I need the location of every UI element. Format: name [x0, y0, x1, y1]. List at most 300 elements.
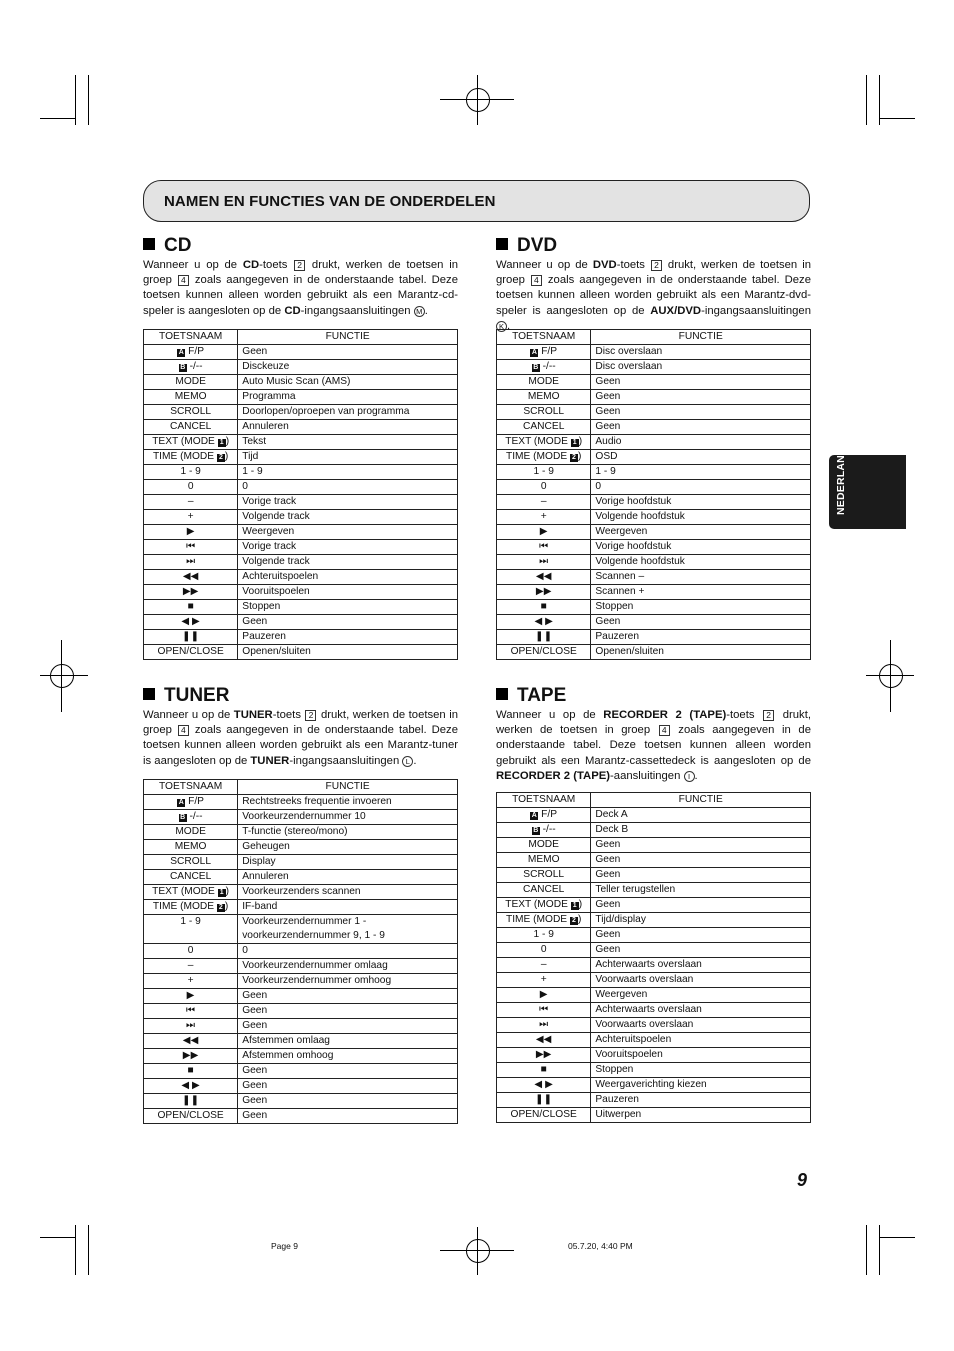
- function-text: Achterwaarts overslaan: [595, 959, 702, 970]
- table-header-row: [144, 780, 458, 795]
- function-text: Geen: [242, 616, 268, 627]
- table-row: [497, 570, 811, 585]
- callout-number: 2: [294, 260, 305, 271]
- function-cell: [591, 868, 811, 883]
- table-row: [144, 585, 458, 600]
- key-name-suffix: ): [578, 436, 583, 447]
- key-name: MODE: [528, 839, 559, 850]
- key-name-cell: [144, 390, 238, 405]
- function-cell: [238, 405, 458, 420]
- table-row: [144, 450, 458, 465]
- function-cell: [238, 375, 458, 390]
- key-name-cell: [144, 974, 238, 989]
- key-name-cell: [497, 345, 591, 360]
- language-tab: [829, 440, 906, 529]
- key-name: 0: [187, 481, 194, 492]
- function-cell: [591, 360, 811, 375]
- column-header-function: FUNCTIE: [591, 793, 811, 808]
- callout-number: 4: [659, 725, 670, 736]
- key-name-cell: [497, 540, 591, 555]
- key-name-cell: [144, 900, 238, 915]
- key-name: -/--: [542, 361, 556, 372]
- table-row: [144, 870, 458, 885]
- key-name: ▶: [539, 526, 548, 537]
- source-button-name: TUNER: [233, 709, 273, 721]
- function-text: Scannen –: [595, 571, 645, 582]
- function-text: Vorige hoofdstuk: [595, 496, 672, 507]
- input-jack-name: AUX/DVD: [650, 304, 702, 317]
- key-name-cell: [497, 958, 591, 973]
- key-name: -/--: [542, 824, 556, 835]
- key-name: TIME (MODE: [152, 451, 215, 462]
- key-name: CANCEL: [523, 884, 565, 895]
- table-row: [497, 1063, 811, 1078]
- key-name-cell: [144, 989, 238, 1004]
- function-cell: [238, 465, 458, 480]
- key-name-cell: [497, 585, 591, 600]
- function-text: Geen: [595, 376, 621, 387]
- table-row: [144, 375, 458, 390]
- function-cell: [238, 495, 458, 510]
- function-text: Vooruitspoelen: [595, 1049, 663, 1060]
- table-row: [497, 928, 811, 943]
- cd-section-title: CD: [143, 235, 191, 257]
- function-cell: [591, 1078, 811, 1093]
- key-name-cell: [144, 959, 238, 974]
- function-cell: [238, 570, 458, 585]
- function-text: Weergeven: [595, 989, 648, 1000]
- table-row: [497, 898, 811, 913]
- function-cell: [591, 540, 811, 555]
- function-text: Vorige track: [242, 541, 297, 552]
- function-cell: [238, 525, 458, 540]
- key-name: F/P: [188, 796, 204, 807]
- key-name-cell: [144, 645, 238, 660]
- function-text: Geen: [595, 616, 621, 627]
- table-row: [497, 420, 811, 435]
- function-text: Pauzeren: [242, 631, 286, 642]
- key-name: ⏭: [186, 1020, 196, 1031]
- key-name-suffix: ): [225, 886, 230, 897]
- key-name-suffix: ): [224, 451, 229, 462]
- table-row: [144, 959, 458, 974]
- function-cell: [238, 360, 458, 375]
- function-cell: [591, 988, 811, 1003]
- function-cell: [591, 645, 811, 660]
- function-text: Openen/sluiten: [242, 646, 311, 657]
- table-row: [497, 450, 811, 465]
- function-cell: [591, 615, 811, 630]
- key-name-cell: [497, 1108, 591, 1123]
- key-name-cell: [144, 855, 238, 870]
- jack-reference-letter: L: [402, 756, 413, 767]
- key-name-cell: [497, 868, 591, 883]
- key-group-icon: B: [533, 827, 539, 834]
- table-row: [497, 630, 811, 645]
- function-text: Auto Music Scan (AMS): [242, 376, 351, 387]
- table-row: [497, 465, 811, 480]
- table-row: [497, 480, 811, 495]
- table-row: [497, 1033, 811, 1048]
- function-text: Geen: [595, 839, 621, 850]
- function-cell: [238, 450, 458, 465]
- table-row: [497, 585, 811, 600]
- key-name-cell: [144, 435, 238, 450]
- table-row: [144, 615, 458, 630]
- function-text: Voorwaarts overslaan: [595, 974, 694, 985]
- function-text: Vorige hoofdstuk: [595, 541, 672, 552]
- input-jack-name: TUNER: [250, 754, 290, 767]
- cd-function-table: [143, 329, 458, 660]
- key-name-cell: [497, 525, 591, 540]
- column-header-key: TOETSNAAM: [497, 330, 591, 345]
- mode-number-icon: 2: [217, 454, 225, 462]
- function-cell: [238, 1109, 458, 1124]
- key-name-cell: [497, 1033, 591, 1048]
- function-cell: [591, 405, 811, 420]
- key-name-cell: [497, 1003, 591, 1018]
- table-row: [144, 600, 458, 615]
- key-name-cell: [144, 585, 238, 600]
- table-header-row: [497, 330, 811, 345]
- key-name: MEMO: [174, 841, 207, 852]
- function-cell: [591, 1018, 811, 1033]
- function-text: Voorkeurzendernummer 1 -: [242, 916, 367, 927]
- function-cell: [591, 435, 811, 450]
- function-cell: [591, 480, 811, 495]
- key-name-cell: [144, 825, 238, 840]
- table-row: [497, 555, 811, 570]
- key-name: ❚❚: [182, 1095, 200, 1106]
- function-cell: [238, 630, 458, 645]
- function-cell: [238, 885, 458, 900]
- key-group-icon: A: [178, 799, 184, 806]
- key-name: 1 - 9: [533, 929, 554, 940]
- table-row: [497, 988, 811, 1003]
- key-name: ▶: [539, 989, 548, 1000]
- key-name: ◀ ▶: [534, 1079, 553, 1090]
- function-cell: [238, 420, 458, 435]
- table-row: [144, 944, 458, 959]
- function-text: Geen: [242, 1095, 268, 1106]
- key-name-cell: [144, 840, 238, 855]
- tape-section-title: TAPE: [496, 685, 566, 707]
- function-cell: [238, 915, 458, 944]
- key-name-cell: [144, 480, 238, 495]
- function-cell: [238, 1064, 458, 1079]
- mode-number-icon: 1: [218, 889, 226, 897]
- function-cell: [238, 1004, 458, 1019]
- key-group-icon: B: [180, 814, 186, 821]
- input-jack-name: RECORDER 2 (TAPE): [496, 769, 611, 782]
- function-text: Annuleren: [242, 871, 289, 882]
- table-row: [497, 1108, 811, 1123]
- function-cell: [238, 585, 458, 600]
- key-name: ⏮: [539, 541, 549, 552]
- key-name-cell: [497, 1063, 591, 1078]
- table-row: [497, 973, 811, 988]
- key-name: ◀◀: [535, 1034, 552, 1045]
- key-name: CANCEL: [523, 421, 565, 432]
- function-text: Weergeven: [595, 526, 648, 537]
- function-text: Achterwaarts overslaan: [595, 1004, 702, 1015]
- key-name-cell: [497, 1048, 591, 1063]
- table-row: [144, 989, 458, 1004]
- table-row: [497, 868, 811, 883]
- function-text: Rechtstreeks frequentie invoeren: [242, 796, 392, 807]
- callout-number: 2: [763, 710, 774, 721]
- table-row: [144, 645, 458, 660]
- key-name: SCROLL: [523, 869, 565, 880]
- table-row: [497, 345, 811, 360]
- function-cell: [238, 615, 458, 630]
- key-name-cell: [144, 885, 238, 900]
- table-row: [144, 465, 458, 480]
- function-text: Pauzeren: [595, 1094, 639, 1105]
- key-name-cell: [144, 1049, 238, 1064]
- function-cell: [238, 959, 458, 974]
- table-row: [497, 1078, 811, 1093]
- key-name-cell: [144, 915, 238, 944]
- function-cell: [238, 989, 458, 1004]
- function-cell: [591, 375, 811, 390]
- key-name: MEMO: [527, 391, 560, 402]
- function-cell: [591, 555, 811, 570]
- key-group-icon: A: [531, 349, 537, 356]
- function-cell: [238, 1079, 458, 1094]
- table-row: [497, 838, 811, 853]
- key-name-cell: [497, 435, 591, 450]
- function-cell: [591, 510, 811, 525]
- function-text: Geen: [595, 406, 621, 417]
- function-text: voorkeurzendernummer 9, 1 - 9: [242, 930, 385, 941]
- key-name: 1 - 9: [180, 916, 201, 927]
- key-name-cell: [144, 1109, 238, 1124]
- key-name-suffix: ): [224, 901, 229, 912]
- tape-function-table: [496, 792, 811, 1123]
- column-header-function: FUNCTIE: [238, 780, 458, 795]
- key-name: ◀◀: [535, 571, 552, 582]
- callout-number: 4: [178, 275, 189, 286]
- dvd-section-title: DVD: [496, 235, 557, 257]
- function-cell: [591, 838, 811, 853]
- table-header-row: [144, 330, 458, 345]
- square-bullet-icon: [143, 238, 155, 250]
- key-name-cell: [497, 405, 591, 420]
- function-cell: [238, 855, 458, 870]
- function-text: IF-band: [242, 901, 278, 912]
- key-name-cell: [497, 838, 591, 853]
- function-text: 0: [595, 481, 602, 492]
- table-row: [144, 390, 458, 405]
- key-name-cell: [144, 1064, 238, 1079]
- source-button-name: CD: [242, 259, 260, 271]
- key-name-cell: [497, 420, 591, 435]
- dvd-intro-text: Wanneer u op de DVD-toets 2 drukt, werken de toetsen in groep 4 zoals aangegeven in de onderstaande tabel. Deze toetsen kunnen alleen worden gebruikt als een Marantz-dvd-speler is aangesloten op de AUX/DVD-ingangsaansluitingen K .: [496, 259, 811, 332]
- key-name: ⏭: [186, 556, 196, 567]
- function-text: Vooruitspoelen: [242, 586, 310, 597]
- function-cell: [238, 645, 458, 660]
- function-text: Afstemmen omhoog: [242, 1050, 334, 1061]
- function-text: Disckeuze: [242, 361, 290, 372]
- key-name-cell: [497, 495, 591, 510]
- table-row: [144, 1109, 458, 1124]
- function-cell: [591, 345, 811, 360]
- key-name: TIME (MODE: [506, 451, 568, 462]
- key-name-cell: [497, 913, 591, 928]
- table-row: [144, 1049, 458, 1064]
- function-text: Geen: [595, 929, 621, 940]
- jack-reference-letter: K: [496, 321, 507, 332]
- table-row: [497, 823, 811, 838]
- key-name: ⏮: [186, 541, 196, 552]
- function-text: Achteruitspoelen: [242, 571, 319, 582]
- key-name: ◀ ▶: [181, 616, 200, 627]
- table-row: [497, 645, 811, 660]
- table-row: [497, 525, 811, 540]
- key-name-cell: [144, 375, 238, 390]
- function-text: Afstemmen omlaag: [242, 1035, 330, 1046]
- function-text: Tekst: [242, 436, 267, 447]
- function-cell: [238, 480, 458, 495]
- function-text: Audio: [595, 436, 622, 447]
- section-banner: [143, 180, 810, 222]
- key-group-icon: A: [531, 812, 537, 819]
- cd-intro-text: Wanneer u op de CD-toets 2 drukt, werken de toetsen in groep 4 zoals aangegeven in de onderstaande tabel. Deze toetsen kunnen alleen worden gebruikt als een Marantz-cd-speler is aangesloten op de CD-ingangsaansluitingen M .: [143, 259, 458, 317]
- function-cell: [591, 630, 811, 645]
- function-text: Geen: [595, 899, 621, 910]
- key-name: CANCEL: [169, 871, 212, 882]
- table-row: [497, 943, 811, 958]
- table-row: [497, 913, 811, 928]
- key-name: ▶: [186, 526, 195, 537]
- key-name: TEXT (MODE: [152, 886, 215, 897]
- callout-number: 2: [651, 260, 662, 271]
- key-name-cell: [144, 525, 238, 540]
- function-text: Voorkeurzendernummer omhoog: [242, 975, 392, 986]
- key-name: ■: [187, 1065, 194, 1076]
- function-cell: [591, 1063, 811, 1078]
- function-text: Annuleren: [242, 421, 289, 432]
- key-name: 0: [540, 481, 547, 492]
- function-cell: [238, 345, 458, 360]
- function-cell: [591, 928, 811, 943]
- key-name-cell: [497, 1018, 591, 1033]
- table-row: [144, 1064, 458, 1079]
- jack-reference-letter: M: [414, 306, 425, 317]
- function-text: Volgende hoofdstuk: [595, 511, 685, 522]
- table-row: [497, 435, 811, 450]
- key-name: +: [540, 511, 547, 522]
- table-row: [144, 1019, 458, 1034]
- function-cell: [591, 973, 811, 988]
- page-title: NAMEN EN FUNCTIES VAN DE ONDERDELEN: [164, 193, 496, 210]
- key-name: -/--: [189, 361, 203, 372]
- key-name: ■: [540, 1064, 547, 1075]
- key-name: OPEN/CLOSE: [510, 646, 577, 657]
- table-row: [497, 1003, 811, 1018]
- function-cell: [591, 1108, 811, 1123]
- table-row: [497, 360, 811, 375]
- key-name: ⏮: [186, 1005, 196, 1016]
- key-name-cell: [144, 1094, 238, 1109]
- table-row: [497, 1048, 811, 1063]
- key-name: TIME (MODE: [505, 914, 568, 925]
- key-name-cell: [144, 1019, 238, 1034]
- key-name: ▶: [186, 990, 195, 1001]
- key-name-cell: [497, 883, 591, 898]
- function-text: Voorwaarts overslaan: [595, 1019, 694, 1030]
- source-button-name: RECORDER 2 (TAPE): [603, 709, 727, 721]
- key-name-cell: [497, 510, 591, 525]
- key-name: MODE: [175, 826, 206, 837]
- table-row: [144, 974, 458, 989]
- jack-reference-letter: I: [684, 771, 695, 782]
- key-name-cell: [497, 853, 591, 868]
- function-text: Stoppen: [595, 601, 634, 612]
- function-cell: [238, 1094, 458, 1109]
- key-name-cell: [497, 943, 591, 958]
- function-text: Weergeven: [242, 526, 295, 537]
- key-group-icon: A: [178, 349, 184, 356]
- square-bullet-icon: [496, 688, 508, 700]
- key-name-cell: [144, 420, 238, 435]
- mode-number-icon: 2: [570, 454, 578, 462]
- function-cell: [591, 450, 811, 465]
- column-header-key: TOETSNAAM: [144, 780, 238, 795]
- function-cell: [238, 810, 458, 825]
- key-name: ▶▶: [182, 586, 199, 597]
- key-name: F/P: [541, 346, 558, 357]
- key-name: SCROLL: [523, 406, 565, 417]
- key-name: ❚❚: [535, 631, 553, 642]
- tuner-function-table: [143, 779, 458, 1124]
- key-name: ❚❚: [535, 1094, 553, 1105]
- callout-number: 2: [305, 710, 316, 721]
- key-name-cell: [497, 615, 591, 630]
- function-text: Voorkeurzendernummer omlaag: [242, 960, 388, 971]
- key-name-suffix: ): [578, 899, 583, 910]
- key-name-cell: [144, 615, 238, 630]
- column-header-function: FUNCTIE: [238, 330, 458, 345]
- key-name: ■: [187, 601, 194, 612]
- key-name-suffix: ): [577, 451, 582, 462]
- key-name-cell: [497, 988, 591, 1003]
- table-row: [497, 1018, 811, 1033]
- key-name: TEXT (MODE: [152, 436, 215, 447]
- mode-number-icon: 1: [571, 902, 579, 910]
- key-name-cell: [497, 898, 591, 913]
- key-name: ■: [540, 601, 547, 612]
- table-row: [144, 1094, 458, 1109]
- key-name: F/P: [541, 809, 558, 820]
- function-cell: [238, 510, 458, 525]
- key-name: ⏮: [539, 1004, 549, 1015]
- function-text: Volgende hoofdstuk: [595, 556, 685, 567]
- function-cell: [591, 1033, 811, 1048]
- table-row: [144, 825, 458, 840]
- function-text: Geen: [595, 854, 621, 865]
- function-cell: [591, 943, 811, 958]
- function-cell: [238, 1049, 458, 1064]
- key-name-cell: [144, 495, 238, 510]
- table-row: [497, 495, 811, 510]
- callout-number: 4: [178, 725, 189, 736]
- table-row: [144, 885, 458, 900]
- key-name-cell: [497, 1078, 591, 1093]
- key-name-cell: [497, 465, 591, 480]
- function-text: Geen: [242, 346, 268, 357]
